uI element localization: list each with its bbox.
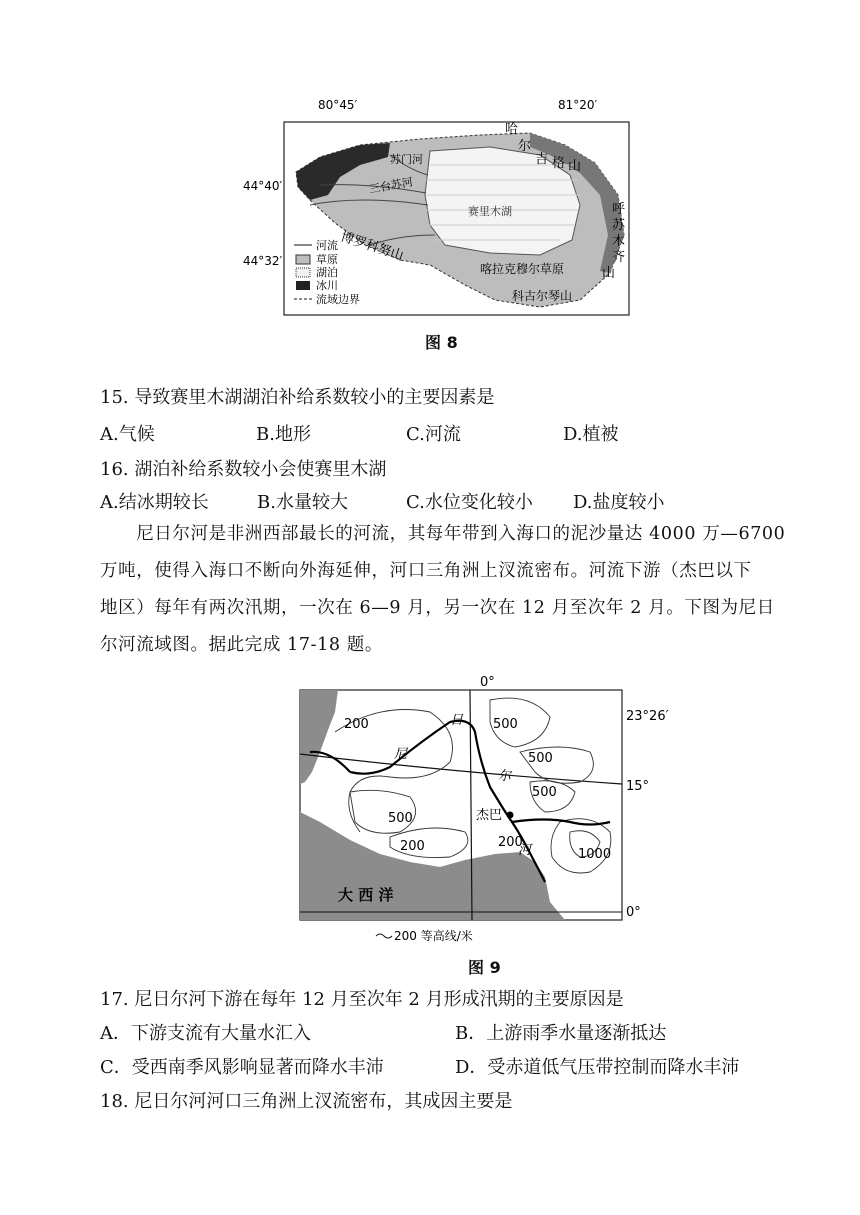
figure-8 xyxy=(240,95,640,325)
question-17-stem: 17. 尼日尔河下游在每年 12 月至次年 2 月形成汛期的主要原因是 xyxy=(100,989,624,1010)
question-17-option-a[interactable]: A．下游支流有大量水汇入 xyxy=(100,1023,311,1044)
mountain-n-5: 山 xyxy=(568,159,582,174)
figure-9-map xyxy=(290,672,690,947)
contour-label-6: 200 xyxy=(400,839,425,854)
figure-9-caption: 图 9 xyxy=(468,958,501,977)
lat-15-label: 15° xyxy=(626,779,650,794)
legend-glacier: 冰川 xyxy=(316,279,338,292)
question-16-stem: 16. 湖泊补给系数较小会使赛里木湖 xyxy=(100,459,387,480)
figure-8-map xyxy=(240,95,640,325)
contour-legend-text: 200 等高线/米 xyxy=(394,929,473,943)
figure-9 xyxy=(290,672,690,947)
question-16-option-b[interactable]: B.水量较大 xyxy=(257,492,348,513)
question-16-option-c[interactable]: C.水位变化较小 xyxy=(406,492,533,513)
question-15-stem: 15. 导致赛里木湖湖泊补给系数较小的主要因素是 xyxy=(100,387,495,408)
river-nw-label: 苏门河 xyxy=(390,153,423,166)
mountain-n-2: 尔 xyxy=(518,139,532,154)
figure-8-caption: 图 8 xyxy=(425,333,458,352)
contour-label-7: 200 xyxy=(498,835,523,850)
mountain-n-1: 哈 xyxy=(505,122,519,137)
mountain-e-2: 苏 xyxy=(612,218,626,233)
lake-label: 赛里木湖 xyxy=(468,205,512,218)
legend-grassland: 草原 xyxy=(316,253,338,266)
river-label-2: 尼 xyxy=(394,747,408,762)
question-16-option-d[interactable]: D.盐度较小 xyxy=(573,492,665,513)
grassland-label: 喀拉克穆尔草原 xyxy=(480,262,565,276)
lat-tropic-label: 23°26′ xyxy=(626,709,669,724)
ocean-label: 大 西 洋 xyxy=(338,886,394,904)
river-sw-label: 三台苏河 xyxy=(368,175,414,196)
question-15-option-c[interactable]: C.河流 xyxy=(406,424,461,445)
legend-lake: 湖泊 xyxy=(316,266,338,279)
question-15-option-b[interactable]: B.地形 xyxy=(256,424,311,445)
lon-label-right: 81°20′ xyxy=(558,98,598,112)
legend-river: 河流 xyxy=(316,239,338,252)
question-16-option-a[interactable]: A.结冰期较长 xyxy=(100,492,209,513)
mountain-n-3: 吉 xyxy=(535,152,549,167)
passage-line-1: 尼日尔河是非洲西部最长的河流，其每年带到入海口的泥沙量达 4000 万—6700 xyxy=(100,524,786,544)
mountain-sw-label: 博罗科努山 xyxy=(338,229,406,264)
mountain-e-1: 呼 xyxy=(612,202,626,217)
jebba-label: 杰巴 xyxy=(476,808,503,823)
contour-label-5: 500 xyxy=(388,811,413,826)
contour-label-3: 500 xyxy=(528,751,553,766)
passage-line-3: 地区）每年有两次汛期，一次在 6—9 月，另一次在 12 月至次年 2 月。下图为尼日 xyxy=(100,598,775,618)
legend-boundary: 流域边界 xyxy=(316,293,360,306)
passage-line-4: 尔河流域图。据此完成 17-18 题。 xyxy=(100,635,383,655)
lon-label-left: 80°45′ xyxy=(318,98,358,112)
lat-label-top: 44°40′ xyxy=(243,179,283,193)
contour-label-2: 500 xyxy=(493,717,518,732)
passage xyxy=(100,516,790,664)
river-label-4: 河 xyxy=(518,843,532,858)
mountain-e-3: 木 xyxy=(612,234,626,249)
river-label-1: 日 xyxy=(450,713,464,728)
lat-label-bottom: 44°32′ xyxy=(243,254,283,268)
question-15-option-d[interactable]: D.植被 xyxy=(563,424,619,445)
question-17-option-d[interactable]: D．受赤道低气压带控制而降水丰沛 xyxy=(455,1057,740,1078)
question-17-option-c[interactable]: C．受西南季风影响显著而降水丰沛 xyxy=(100,1057,384,1078)
question-17-option-b[interactable]: B．上游雨季水量逐渐抵达 xyxy=(455,1023,667,1044)
lat-0-label: 0° xyxy=(626,905,641,920)
jebba-marker xyxy=(507,812,514,819)
contour-label-1: 200 xyxy=(344,717,369,732)
bottom-label: 科古尔琴山 xyxy=(512,289,573,303)
mountain-e-5: 山 xyxy=(602,266,616,281)
river-label-3: 尔 xyxy=(498,769,512,784)
contour-label-4: 500 xyxy=(532,785,557,800)
lon-0-label: 0° xyxy=(480,675,495,690)
contour-label-8: 1000 xyxy=(578,847,612,862)
mountain-n-4: 格 xyxy=(552,156,566,171)
mountain-e-4: 齐 xyxy=(612,250,626,265)
question-18-stem: 18. 尼日尔河河口三角洲上汊流密布，其成因主要是 xyxy=(100,1091,513,1112)
passage-line-2: 万吨，使得入海口不断向外海延伸，河口三角洲上汊流密布。河流下游（杰巴以下 xyxy=(100,561,752,581)
contour-legend-symbol xyxy=(376,934,392,938)
question-15-option-a[interactable]: A.气候 xyxy=(100,424,155,445)
